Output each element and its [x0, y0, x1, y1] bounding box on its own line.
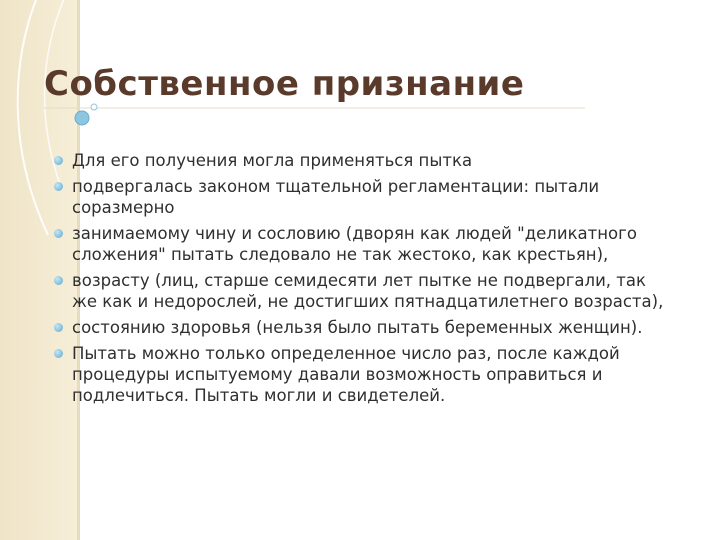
bullet-text: Для его получения могла применяться [72, 151, 419, 170]
bullet-text: подвергалась законом [72, 177, 276, 196]
bullet-text-emphasis: подлечиться [72, 386, 184, 405]
bullet-text-emphasis: пытка [418, 151, 473, 170]
bullet-text: возрасту (лиц, старше семидесяти лет пытке не подвергали, так же как и недорослей, не достигших пятнадцатилетнего возраста), [72, 271, 664, 311]
bullet-text: . Пытать могли и [183, 386, 338, 405]
bullet-icon [54, 229, 63, 238]
bullet-item [48, 176, 668, 218]
ornament-circle-small [91, 104, 97, 110]
bullet-item [48, 343, 668, 406]
bullet-text-emphasis: свидетелей [337, 386, 440, 405]
bullet-text: , после каждой процедуры испытуемому давали возможность [72, 344, 620, 384]
bullet-item [48, 270, 668, 312]
slide-title: Собственное признание [44, 64, 525, 104]
bullet-text: занимаемому чину и сословию (дворян как людей "деликатного сложения" пытать следовало не так жестоко, как крестьян), [72, 224, 637, 264]
bullet-list [48, 150, 668, 411]
bullet-icon [54, 156, 63, 165]
bullet-text: и [586, 365, 603, 384]
bullet-item [48, 317, 668, 338]
bullet-text: . [440, 386, 446, 405]
bullet-text-emphasis: определенное число раз [270, 344, 487, 363]
bullet-icon [54, 349, 63, 358]
bullet-item [48, 223, 668, 265]
bullet-item [48, 150, 668, 171]
bullet-icon [54, 323, 63, 332]
bullet-icon [54, 182, 63, 191]
bullet-text: состоянию здоровья (нельзя было пытать беременных женщин). [72, 318, 643, 337]
bullet-text-emphasis: тщательной регламентации [275, 177, 524, 196]
bullet-text-emphasis: оправиться [486, 365, 587, 384]
bullet-icon [54, 276, 63, 285]
bullet-text: : пытали соразмерно [72, 177, 600, 217]
bullet-text: Пытать можно только [72, 344, 271, 363]
